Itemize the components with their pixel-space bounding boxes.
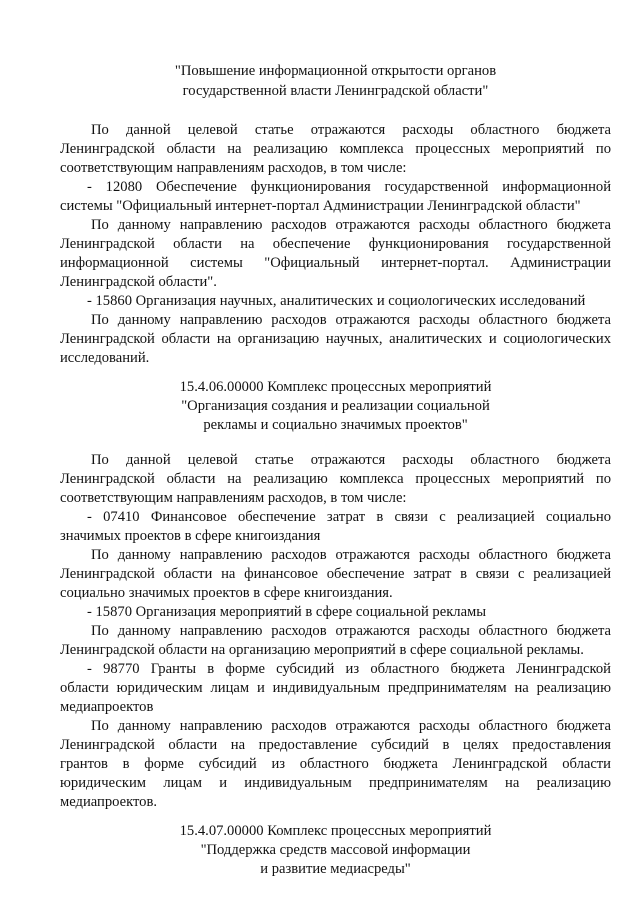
section1-p5-line-1: По данному направлению расходов отражаются расходы областного бюджета xyxy=(91,312,611,328)
section2-p5-line-1: По данному направлению расходов отражаются расходы областного бюджета xyxy=(91,623,611,639)
section1-title-line-1: "Повышение информационной открытости органов xyxy=(174,63,497,79)
section3-title-line-1: 15.4.07.00000 Комплекс процессных мероприятий xyxy=(179,823,492,839)
section1-p1-line-3: соответствующим направлениям расходов, в том числе: xyxy=(60,160,407,176)
section2-p6-line-3: медиапроектов xyxy=(60,699,154,715)
section2-p1-line-2: Ленинградской области на реализацию комплекса процессных мероприятий по xyxy=(60,471,611,487)
section2-p3-line-3: социально значимых проектов в сфере книгоиздания. xyxy=(60,585,393,601)
section3-title-line-2: "Поддержка средств массовой информации xyxy=(200,842,471,858)
section1-p3-line-1: По данному направлению расходов отражаются расходы областного бюджета xyxy=(91,217,611,233)
section2-p4-line-1: - 15870 Организация мероприятий в сфере социальной рекламы xyxy=(87,604,487,620)
section2-p6-line-2: области юридическим лицам и индивидуальным предпринимателям на реализацию xyxy=(60,680,611,696)
section1-p2-line-1: - 12080 Обеспечение функционирования государственной информационной xyxy=(87,179,611,195)
section2-p2-line-1: - 07410 Финансовое обеспечение затрат в связи с реализацией социально xyxy=(87,509,611,525)
section2-p5-line-2: Ленинградской области на организацию мероприятий в сфере социальной рекламы. xyxy=(60,642,584,658)
section1-p3-line-3: информационной системы "Официальный интернет-портал. Администрации xyxy=(60,255,611,271)
section2-p7-line-2: Ленинградской области на предоставление субсидий в целях предоставления xyxy=(60,737,611,753)
section1-p3-line-4: Ленинградской области". xyxy=(60,274,217,290)
section2-p1-line-3: соответствующим направлениям расходов, в том числе: xyxy=(60,490,407,506)
section1-p1-line-1: По данной целевой статье отражаются расходы областного бюджета xyxy=(91,122,611,138)
section2-p7-line-1: По данному направлению расходов отражаются расходы областного бюджета xyxy=(91,718,611,734)
section2-title-line-2: "Организация создания и реализации социальной xyxy=(181,398,490,414)
section3-title-line-3: и развитие медиасреды" xyxy=(260,861,411,877)
section1-p1-line-2: Ленинградской области на реализацию комплекса процессных мероприятий по xyxy=(60,141,611,157)
section2-p3-line-1: По данному направлению расходов отражаются расходы областного бюджета xyxy=(91,547,611,563)
section2-title-line-1: 15.4.06.00000 Комплекс процессных мероприятий xyxy=(179,379,492,395)
section1-p3-line-2: Ленинградской области на обеспечение функционирования государственной xyxy=(60,236,611,252)
section2-p7-line-4: юридическим лицам и индивидуальным предпринимателям на реализацию xyxy=(60,775,611,791)
section2-p7-line-3: грантов в форме субсидий из областного бюджета Ленинградской области xyxy=(60,756,611,772)
section2-p3-line-2: Ленинградской области на финансовое обеспечение затрат в связи с реализацией xyxy=(60,566,611,582)
section2-p6-line-1: - 98770 Гранты в форме субсидий из областного бюджета Ленинградской xyxy=(87,661,611,677)
section2-p1-line-1: По данной целевой статье отражаются расходы областного бюджета xyxy=(91,452,611,468)
section1-p5-line-2: Ленинградской области на организацию научных, аналитических и социологических xyxy=(60,331,611,347)
section2-p7-line-5: медиапроектов. xyxy=(60,794,158,810)
section2-title-line-3: рекламы и социально значимых проектов" xyxy=(203,417,468,433)
section1-p5-line-3: исследований. xyxy=(60,350,150,366)
section2-p2-line-2: значимых проектов в сфере книгоиздания xyxy=(60,528,321,544)
section1-title-line-2: государственной власти Ленинградской области" xyxy=(182,83,489,99)
section1-p2-line-2: системы "Официальный интернет-портал Администрации Ленинградской области" xyxy=(60,198,581,214)
section1-p4-line-1: - 15860 Организация научных, аналитических и социологических исследований xyxy=(87,293,586,309)
